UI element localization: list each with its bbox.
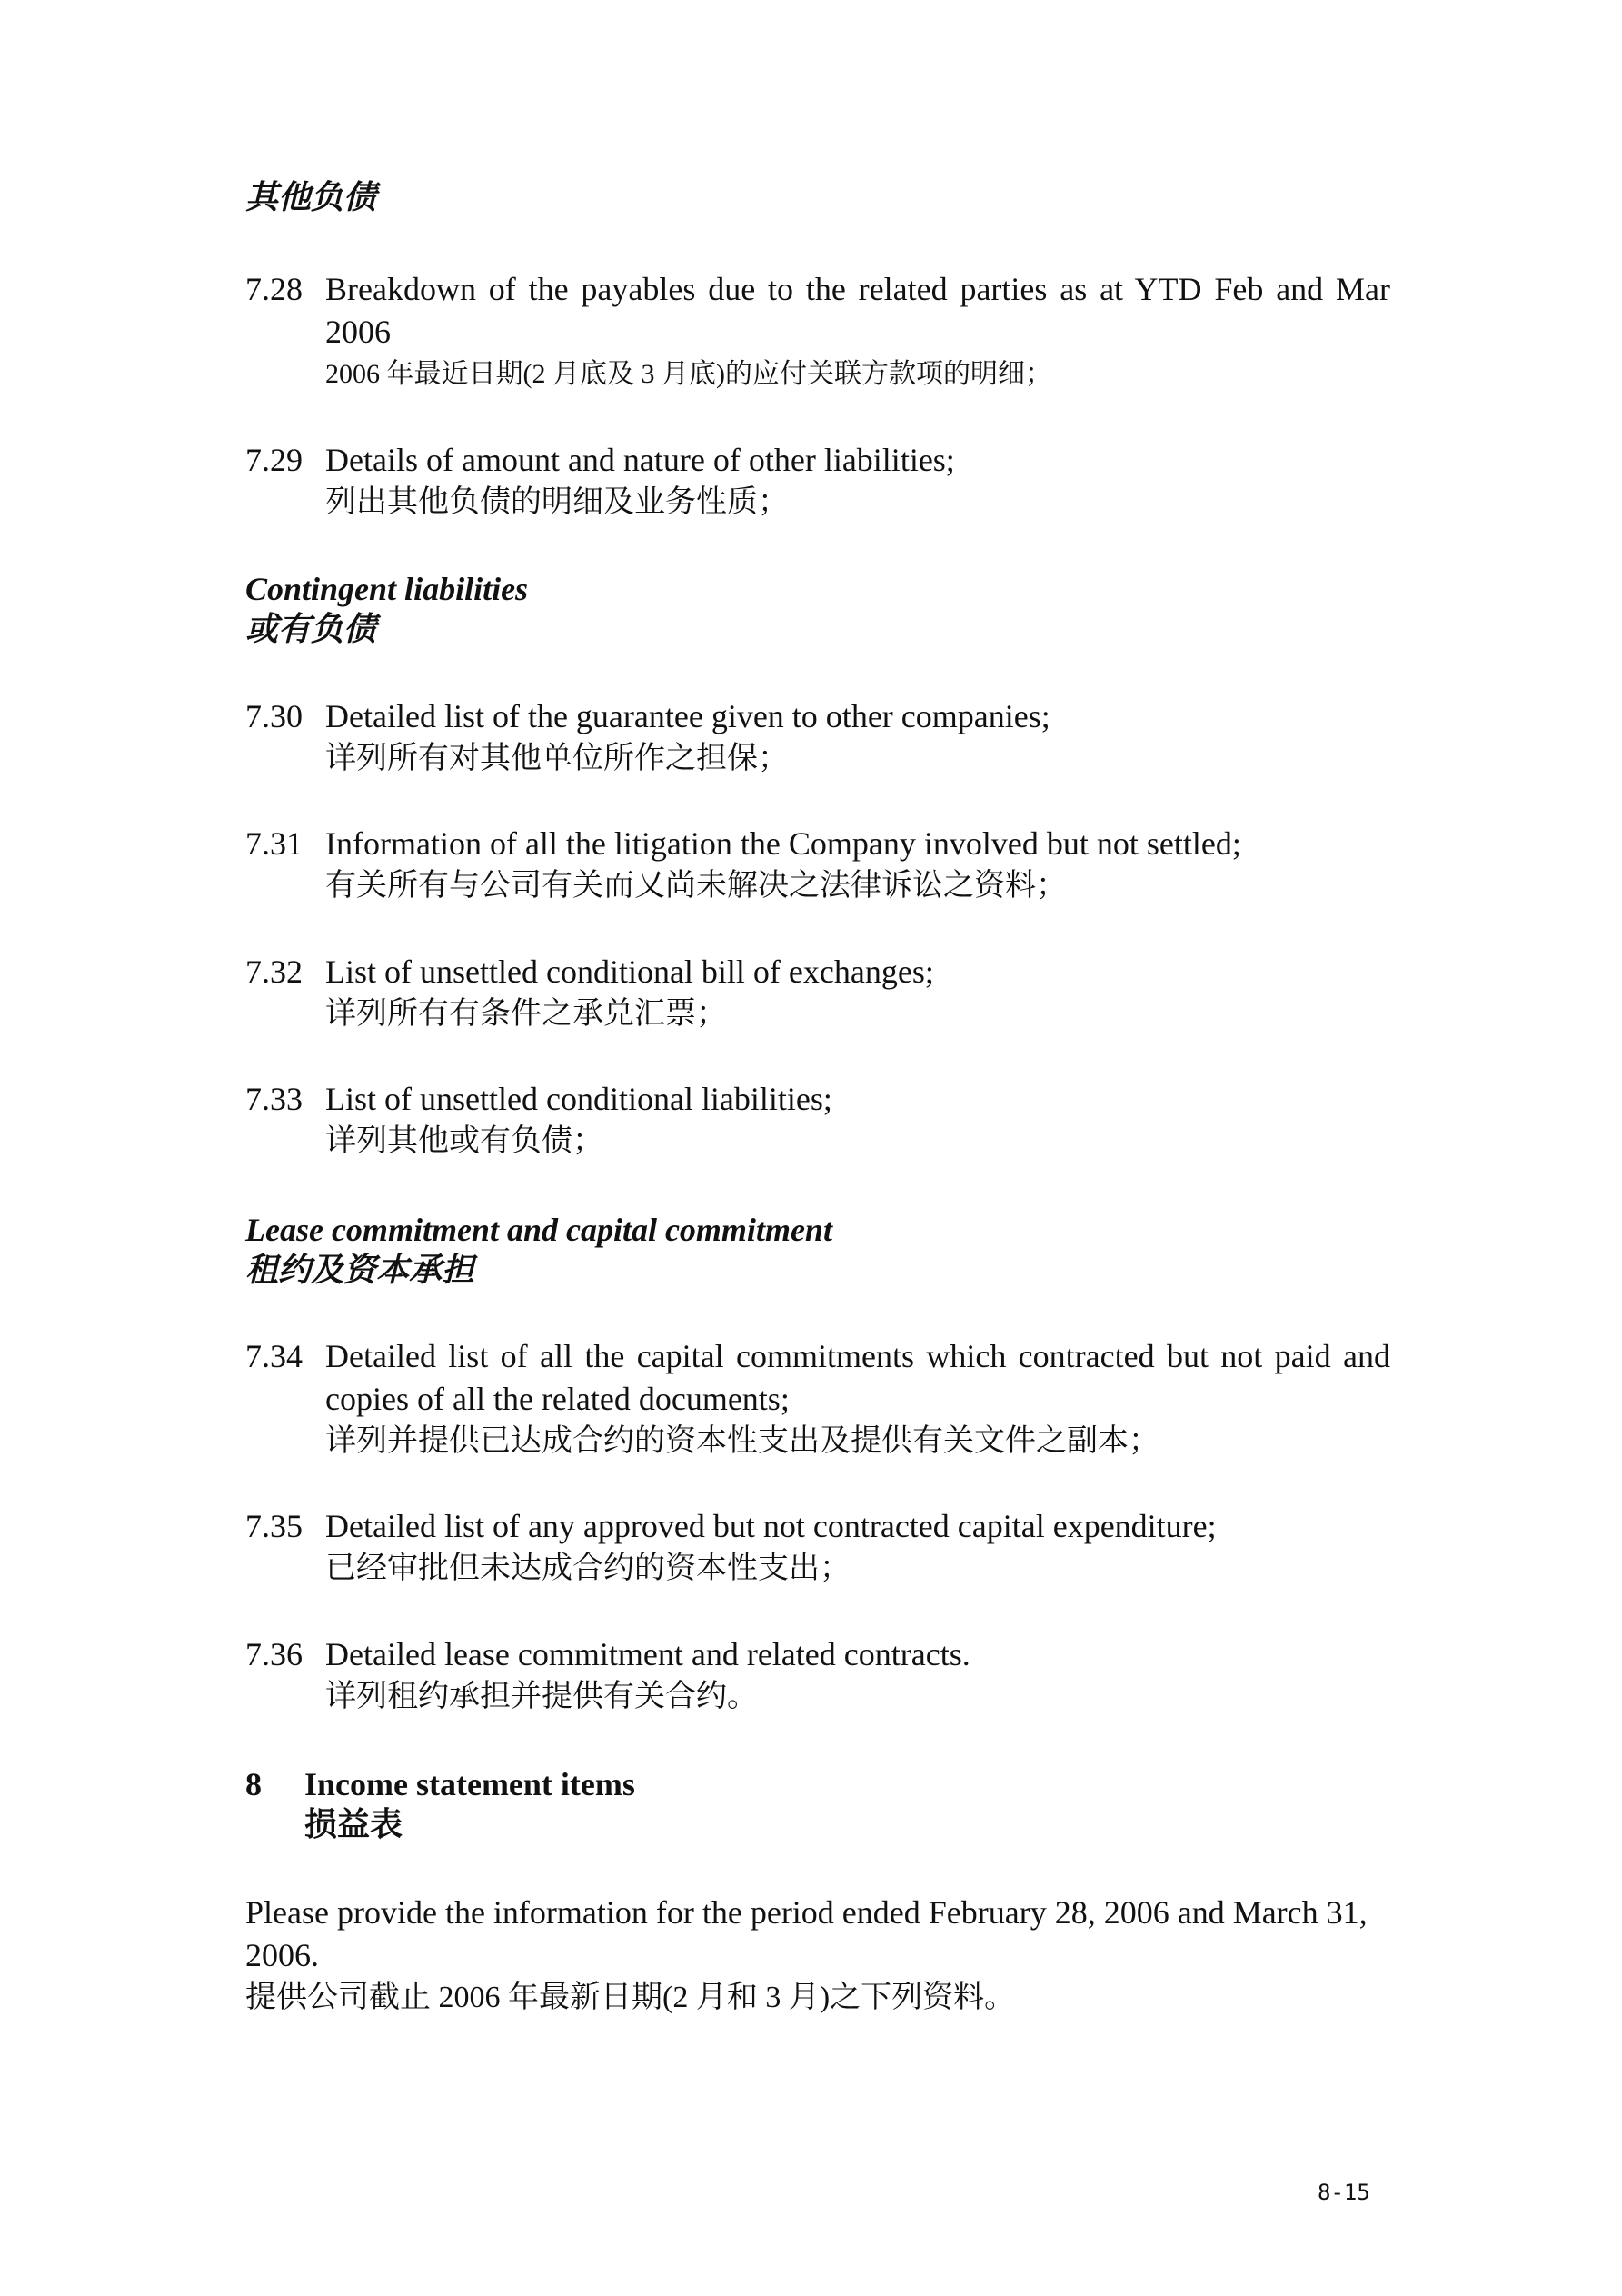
section-heading-lease-en: Lease commitment and capital commitment (245, 1212, 832, 1248)
item-number: 7.33 (245, 1081, 303, 1117)
section-heading-lease-zh: 租约及资本承担 (245, 1252, 475, 1288)
list-item-7-31 (245, 823, 1390, 907)
list-item-7-35 (245, 1505, 1390, 1590)
item-number: 7.31 (245, 825, 303, 862)
item-text-en: List of unsettled conditional bill of exchanges; (325, 953, 934, 990)
item-text-en: Breakdown of the payables due to the related parties as at YTD Feb and Mar 2006 (325, 271, 1390, 350)
item-text-en: Detailed list of the guarantee given to other companies; (325, 698, 1050, 734)
item-text-zh: 已经审批但未达成合约的资本性支出； (325, 1552, 851, 1585)
item-number: 7.36 (245, 1636, 303, 1672)
section-heading-contingent-zh: 或有负债 (245, 611, 377, 647)
item-text-en: Details of amount and nature of other liabilities; (325, 442, 955, 478)
list-item-7-29 (245, 439, 1390, 524)
list-item-7-36 (245, 1633, 1390, 1718)
item-number: 7.34 (245, 1338, 303, 1374)
item-text-zh: 详列所有有条件之承兑汇票； (325, 997, 727, 1031)
item-text-zh: 详列其他或有负债； (325, 1124, 603, 1158)
list-item-7-34 (245, 1335, 1390, 1462)
item-text-en: List of unsettled conditional liabilities; (325, 1081, 832, 1117)
item-text-zh: 列出其他负债的明细及业务性质； (325, 485, 789, 519)
section-number: 8 (245, 1766, 262, 1802)
section-heading-other-liabilities-zh: 其他负债 (245, 179, 377, 215)
item-text-en: Information of all the litigation the Company involved but not settled; (325, 825, 1241, 862)
list-item-7-32 (245, 951, 1390, 1035)
list-item-7-33 (245, 1078, 1390, 1163)
closing-text-en: Please provide the information for the period ended February 28, 2006 and March 31, 2006. (245, 1894, 1368, 1973)
item-number: 7.29 (245, 442, 303, 478)
item-number: 7.32 (245, 953, 303, 990)
item-text-zh: 有关所有与公司有关而又尚未解决之法律诉讼之资料； (325, 869, 1067, 903)
item-text-zh: 详列租约承担并提供有关合约。 (325, 1680, 758, 1713)
item-text-zh: 2006 年最近日期(2 月底及 3 月底)的应付关联方款项的明细； (325, 359, 1052, 389)
item-text-zh: 详列并提供已达成合约的资本性支出及提供有关文件之副本； (325, 1424, 1159, 1458)
page-number: 8-15 (1318, 2180, 1370, 2205)
closing-paragraph (245, 1892, 1390, 2019)
item-text-en: Detailed list of all the capital commitments which contracted but not paid and copies of all the related documents; (325, 1338, 1390, 1417)
closing-text-zh: 提供公司截止 2006 年最新日期(2 月和 3 月)之下列资料。 (245, 1981, 1016, 2014)
item-number: 7.35 (245, 1508, 303, 1544)
item-text-en: Detailed list of any approved but not contracted capital expenditure; (325, 1508, 1217, 1544)
section-title-zh: 损益表 (304, 1806, 403, 1842)
item-number: 7.28 (245, 271, 303, 307)
item-number: 7.30 (245, 698, 303, 734)
list-item-7-28 (245, 268, 1390, 395)
section-heading-contingent-en: Contingent liabilities (245, 571, 529, 607)
section-title-en: Income statement items (304, 1766, 635, 1802)
item-text-en: Detailed lease commitment and related contracts. (325, 1636, 970, 1672)
item-text-zh: 详列所有对其他单位所作之担保； (325, 742, 789, 775)
list-item-7-30 (245, 695, 1390, 780)
